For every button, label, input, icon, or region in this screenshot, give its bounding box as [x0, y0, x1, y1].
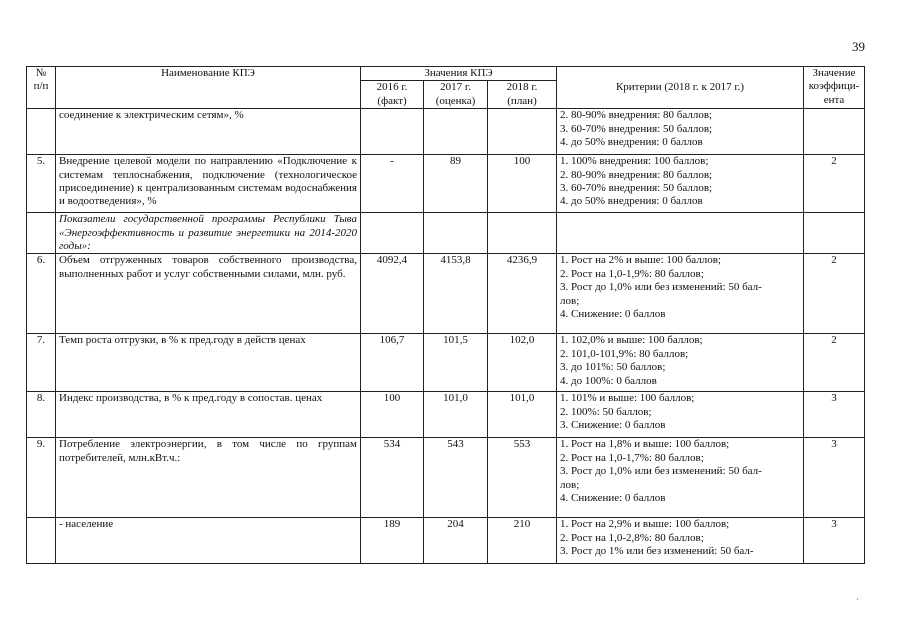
value-2017: 101,5 [424, 334, 488, 392]
kpe-name: - население [56, 518, 361, 564]
criteria-line: 2. 101,0-101,9%: 80 баллов; [560, 347, 689, 360]
value-2018 [488, 109, 557, 155]
coefficient-value: 2 [804, 254, 865, 334]
row-number: 9. [27, 438, 56, 518]
criteria-line: 3. Рост до 1,0% или без изменений: 50 бал- [560, 465, 762, 478]
coefficient-value [804, 109, 865, 155]
value-2017: 204 [424, 518, 488, 564]
value-2018: 553 [488, 438, 557, 518]
table-row [27, 213, 865, 254]
header-values-group: Значения КПЭ [361, 67, 557, 81]
page-mark: · [856, 595, 859, 604]
kpe-name: Потребление электроэнергии, в том числе по группам потребителей, млн.кВт.ч.: [56, 438, 361, 518]
criteria-line: 2. Рост на 1,0-1,9%: 80 баллов; [560, 267, 704, 280]
row-number: 7. [27, 334, 56, 392]
value-2018: 100 [488, 155, 557, 213]
table-row [27, 254, 865, 334]
value-2016: 106,7 [361, 334, 424, 392]
row-number: 8. [27, 392, 56, 438]
criteria-line: 2. 80-90% внедрения: 80 баллов; [560, 109, 713, 122]
value-2018: 210 [488, 518, 557, 564]
kpe-name: Внедрение целевой модели по направлению «Подключение к системам теплоснабжения, подключение (технологическое присоединение) к централизованным системам водоснабжения и водоотведения», % [56, 155, 361, 213]
value-2017: 101,0 [424, 392, 488, 438]
coefficient-value: 3 [804, 392, 865, 438]
value-2018: 102,0 [488, 334, 557, 392]
criteria-line: 1. Рост на 2,9% и выше: 100 баллов; [560, 518, 730, 531]
coefficient-value: 3 [804, 518, 865, 564]
criteria-line: 2. 80-90% внедрения: 80 баллов; [560, 168, 713, 181]
value-2017 [424, 213, 488, 254]
table-row [27, 392, 865, 438]
criteria-line: 2. Рост на 1,0-1,7%: 80 баллов; [560, 451, 704, 464]
value-2017: 4153,8 [424, 254, 488, 334]
criteria-line: лов; [560, 294, 580, 307]
criteria-line: 2. Рост на 1,0-2,8%: 80 баллов; [560, 531, 704, 544]
kpe-name: Темп роста отгрузки, в % к пред.году в действ ценах [56, 334, 361, 392]
criteria-line: 1. Рост на 1,8% и выше: 100 баллов; [560, 438, 730, 451]
criteria-line: 3. 60-70% внедрения: 50 баллов; [560, 182, 713, 195]
value-2016: - [361, 155, 424, 213]
table-row [27, 518, 865, 564]
value-2016 [361, 109, 424, 155]
coefficient-value: 3 [804, 438, 865, 518]
kpe-table [26, 66, 865, 564]
value-2017 [424, 109, 488, 155]
criteria-line: 4. до 50% внедрения: 0 баллов [560, 136, 703, 149]
criteria-line: 3. Рост до 1,0% или без изменений: 50 бал- [560, 281, 762, 294]
header-coefficient: Значение коэффици-ента [804, 67, 865, 109]
criteria-line: 4. Снижение: 0 баллов [560, 308, 666, 321]
criteria-cell [557, 392, 804, 438]
criteria-cell [557, 155, 804, 213]
criteria-line: 3. до 101%: 50 баллов; [560, 361, 666, 374]
criteria-line: 2. 100%: 50 баллов; [560, 405, 652, 418]
row-number [27, 109, 56, 155]
row-number: 6. [27, 254, 56, 334]
criteria-cell [557, 438, 804, 518]
value-2017: 543 [424, 438, 488, 518]
row-number: 5. [27, 155, 56, 213]
value-2018: 101,0 [488, 392, 557, 438]
value-2017: 89 [424, 155, 488, 213]
value-2016: 4092,4 [361, 254, 424, 334]
kpe-name: соединение к электрическим сетям», % [56, 109, 361, 155]
criteria-line: лов; [560, 478, 580, 491]
criteria-cell [557, 334, 804, 392]
table-row [27, 334, 865, 392]
criteria-line: 1. 101% и выше: 100 баллов; [560, 392, 695, 405]
value-2016 [361, 213, 424, 254]
row-number [27, 213, 56, 254]
kpe-name: Индекс производства, в % к пред.году в сопостав. ценах [56, 392, 361, 438]
criteria-line: 4. Снижение: 0 баллов [560, 492, 666, 505]
criteria-line: 4. до 100%: 0 баллов [560, 374, 657, 387]
kpe-name: Объем отгруженных товаров собственного производства, выполненных работ и услуг собственными силами, млн. руб. [56, 254, 361, 334]
criteria-line: 1. Рост на 2% и выше: 100 баллов; [560, 254, 721, 267]
criteria-line: 4. до 50% внедрения: 0 баллов [560, 195, 703, 208]
page-number: 39 [852, 39, 865, 54]
value-2016: 189 [361, 518, 424, 564]
value-2016: 534 [361, 438, 424, 518]
header-row [27, 67, 865, 81]
coefficient-value: 2 [804, 155, 865, 213]
table-row [27, 155, 865, 213]
kpe-body [27, 109, 865, 564]
value-2018: 4236,9 [488, 254, 557, 334]
coefficient-value: 2 [804, 334, 865, 392]
kpe-name: Показатели государственной программы Республики Тыва «Энергоэффективность и развитие энергетики на 2014-2020 годы»: [56, 213, 361, 254]
header-2018: 2018 г. (план) [488, 81, 557, 109]
value-2016: 100 [361, 392, 424, 438]
coefficient-value [804, 213, 865, 254]
criteria-line: 3. Рост до 1% или без изменений: 50 бал- [560, 545, 754, 558]
criteria-cell [557, 254, 804, 334]
header-criteria: Критерии (2018 г. к 2017 г.) [557, 67, 804, 109]
header-name: Наименование КПЭ [56, 67, 361, 109]
criteria-cell [557, 109, 804, 155]
criteria-line: 3. Снижение: 0 баллов [560, 419, 666, 432]
criteria-line: 3. 60-70% внедрения: 50 баллов; [560, 122, 713, 135]
header-2017: 2017 г. (оценка) [424, 81, 488, 109]
header-2016: 2016 г. (факт) [361, 81, 424, 109]
criteria-cell [557, 518, 804, 564]
table-row [27, 109, 865, 155]
row-number [27, 518, 56, 564]
criteria-cell [557, 213, 804, 254]
header-num: № п/п [27, 67, 56, 109]
value-2018 [488, 213, 557, 254]
criteria-line: 1. 100% внедрения: 100 баллов; [560, 155, 709, 168]
criteria-line: 1. 102,0% и выше: 100 баллов; [560, 334, 703, 347]
table-row [27, 438, 865, 518]
